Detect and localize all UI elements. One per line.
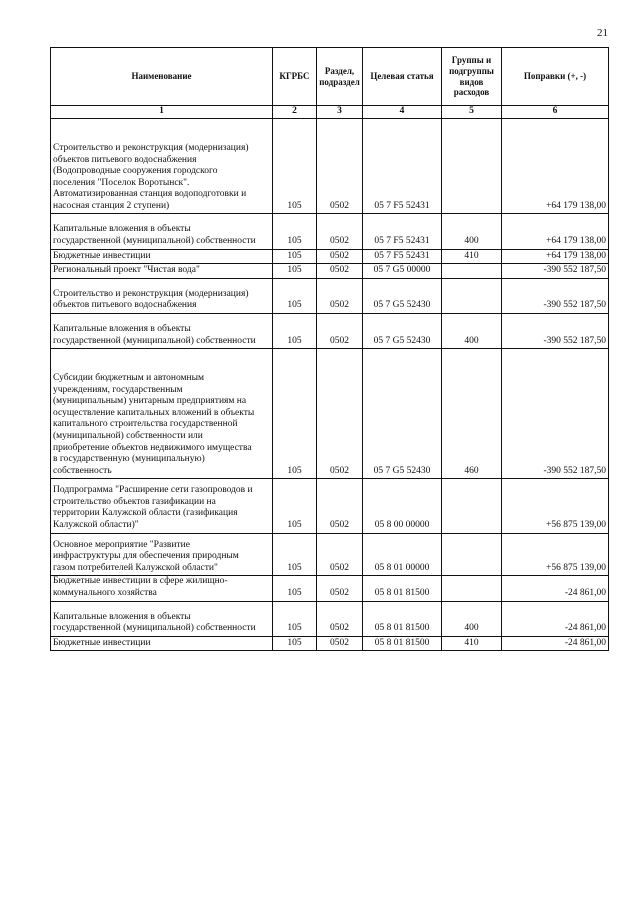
header-name: Наименование <box>51 48 273 106</box>
row-name <box>51 249 273 264</box>
row-expense-group: 410 <box>442 249 502 264</box>
header-expense-groups: Группы и подгруппы видов расходов <box>442 48 502 106</box>
row-amendment: -390 552 187,50 <box>502 313 609 348</box>
row-expense-group: 460 <box>442 349 502 479</box>
row-kgrbs: 105 <box>273 249 317 264</box>
header-kgrbs: КГРБС <box>273 48 317 106</box>
table-row <box>51 533 609 576</box>
row-expense-group <box>442 264 502 279</box>
row-name-line: Региональный проект "Чистая вода" <box>53 265 200 276</box>
row-target-article: 05 7 G5 52430 <box>363 313 442 348</box>
row-name-line: (муниципальной) собственности или <box>53 430 203 441</box>
row-amendment: +64 179 138,00 <box>502 249 609 264</box>
row-target-article: 05 8 01 81500 <box>363 601 442 636</box>
table-row <box>51 278 609 313</box>
header-target-article: Целевая статья <box>363 48 442 106</box>
table-row <box>51 119 609 214</box>
row-name-line: Бюджетные инвестиции в сфере жилищно- <box>53 576 228 587</box>
row-name-line: Строительство и реконструкция (модернизация) <box>53 143 249 153</box>
table-row <box>51 349 609 479</box>
row-expense-group: 400 <box>442 214 502 249</box>
row-target-article: 05 7 G5 52430 <box>363 349 442 479</box>
row-kgrbs: 105 <box>273 533 317 576</box>
row-name-line: территории Калужской области (газификация <box>53 508 238 519</box>
row-target-article: 05 7 F5 52431 <box>363 249 442 264</box>
row-amendment: -390 552 187,50 <box>502 349 609 479</box>
row-kgrbs: 105 <box>273 214 317 249</box>
row-target-article: 05 7 G5 52430 <box>363 278 442 313</box>
row-target-article: 05 8 01 00000 <box>363 533 442 576</box>
row-name-line: Бюджетные инвестиции <box>53 250 151 261</box>
row-section: 0502 <box>317 636 363 651</box>
budget-amendments-table <box>50 47 609 651</box>
row-amendment: -24 861,00 <box>502 636 609 651</box>
row-name-line: Субсидии бюджетным и автономным <box>53 373 205 384</box>
row-name-line: строительство объектов газификации на <box>53 496 216 507</box>
row-name-line: собственность <box>53 465 112 476</box>
column-number: 2 <box>273 106 317 119</box>
row-section: 0502 <box>317 214 363 249</box>
row-name <box>51 601 273 636</box>
table-body <box>51 119 609 651</box>
row-name-line: в государственную (муниципальную) <box>53 454 205 465</box>
row-name-line: Основное мероприятие "Развитие <box>53 539 190 550</box>
row-name <box>51 313 273 348</box>
row-target-article: 05 8 00 00000 <box>363 479 442 533</box>
row-name-line: объектов питьевого водоснабжения <box>53 300 197 311</box>
row-name-line: (Водопроводные сооружения городского <box>53 166 218 177</box>
row-expense-group: 400 <box>442 601 502 636</box>
row-amendment: -24 861,00 <box>502 576 609 601</box>
row-name-line: государственной (муниципальной) собственности <box>53 335 256 346</box>
header-section: Раздел, подраздел <box>317 48 363 106</box>
row-target-article: 05 7 F5 52431 <box>363 214 442 249</box>
row-section: 0502 <box>317 313 363 348</box>
row-expense-group <box>442 278 502 313</box>
row-kgrbs: 105 <box>273 576 317 601</box>
row-expense-group: 400 <box>442 313 502 348</box>
row-expense-group <box>442 119 502 214</box>
row-section: 0502 <box>317 576 363 601</box>
row-section: 0502 <box>317 264 363 279</box>
row-target-article: 05 8 01 81500 <box>363 576 442 601</box>
column-number: 5 <box>442 106 502 119</box>
row-name <box>51 636 273 651</box>
row-section: 0502 <box>317 533 363 576</box>
row-amendment: +64 179 138,00 <box>502 214 609 249</box>
table-row <box>51 576 609 601</box>
page-number: 21 <box>597 27 608 39</box>
row-amendment: -24 861,00 <box>502 601 609 636</box>
row-name-line: коммунального хозяйства <box>53 587 157 598</box>
row-name-line: насосная станция 2 ступени) <box>53 200 170 211</box>
table-row <box>51 214 609 249</box>
row-expense-group: 410 <box>442 636 502 651</box>
row-name <box>51 349 273 479</box>
row-kgrbs: 105 <box>273 313 317 348</box>
row-name-line: Капитальные вложения в объекты <box>53 224 191 235</box>
column-number: 1 <box>51 106 273 119</box>
table-row <box>51 636 609 651</box>
row-amendment: -390 552 187,50 <box>502 264 609 279</box>
row-section: 0502 <box>317 119 363 214</box>
row-name-line: инфраструктуры для обеспечения природным <box>53 551 239 562</box>
row-section: 0502 <box>317 601 363 636</box>
row-kgrbs: 105 <box>273 264 317 279</box>
row-kgrbs: 105 <box>273 349 317 479</box>
table-row <box>51 601 609 636</box>
row-expense-group <box>442 479 502 533</box>
row-target-article: 05 7 G5 00000 <box>363 264 442 279</box>
row-name <box>51 278 273 313</box>
row-kgrbs: 105 <box>273 601 317 636</box>
row-name-line: осуществление капитальных вложений в объекты <box>53 407 255 418</box>
header-row <box>51 48 609 106</box>
table-row <box>51 313 609 348</box>
row-name-line: государственной (муниципальной) собственности <box>53 623 256 634</box>
row-name <box>51 576 273 601</box>
row-section: 0502 <box>317 249 363 264</box>
row-amendment: -390 552 187,50 <box>502 278 609 313</box>
column-number: 6 <box>502 106 609 119</box>
row-target-article: 05 7 F5 52431 <box>363 119 442 214</box>
row-section: 0502 <box>317 278 363 313</box>
row-kgrbs: 105 <box>273 479 317 533</box>
column-numbers-row <box>51 106 609 119</box>
table-row <box>51 479 609 533</box>
row-name-line: (муниципальным) унитарным предприятиям на <box>53 396 247 407</box>
row-name-line: приобретение объектов недвижимого имущества <box>53 442 252 453</box>
row-name-line: Подпрограмма "Расширение сети газопроводов и <box>53 485 253 496</box>
header-amendments: Поправки (+, -) <box>502 48 609 106</box>
row-name-line: газом потребителей Калужской области" <box>53 562 218 573</box>
row-kgrbs: 105 <box>273 278 317 313</box>
row-section: 0502 <box>317 479 363 533</box>
row-section: 0502 <box>317 349 363 479</box>
column-number: 4 <box>363 106 442 119</box>
row-name <box>51 479 273 533</box>
row-name-line: государственной (муниципальной) собственности <box>53 236 256 247</box>
row-name <box>51 533 273 576</box>
row-amendment: +56 875 139,00 <box>502 533 609 576</box>
row-amendment: +64 179 138,00 <box>502 119 609 214</box>
table-row <box>51 249 609 264</box>
row-name-line: Капитальные вложения в объекты <box>53 611 191 622</box>
row-kgrbs: 105 <box>273 119 317 214</box>
row-name-line: Автоматизированная станция водоподготовки и <box>53 189 247 200</box>
column-number: 3 <box>317 106 363 119</box>
row-amendment: +56 875 139,00 <box>502 479 609 533</box>
row-name-line: Бюджетные инвестиции <box>53 637 151 648</box>
table-row <box>51 264 609 279</box>
row-name-line: Калужской области)" <box>53 520 139 531</box>
row-kgrbs: 105 <box>273 636 317 651</box>
row-name <box>51 214 273 249</box>
row-expense-group <box>442 533 502 576</box>
row-name-line: учреждениям, государственным <box>53 384 183 395</box>
row-target-article: 05 8 01 81500 <box>363 636 442 651</box>
row-name-line: Строительство и реконструкция (модернизация) <box>53 288 249 299</box>
row-name <box>51 264 273 279</box>
row-expense-group <box>442 576 502 601</box>
row-name-line: капитального строительства государственной <box>53 419 238 430</box>
row-name-line: объектов питьевого водоснабжения <box>53 154 197 165</box>
row-name <box>51 119 273 214</box>
row-name-line: Капитальные вложения в объекты <box>53 323 191 334</box>
row-name-line: поселения "Поселок Воротынск". <box>53 177 190 188</box>
